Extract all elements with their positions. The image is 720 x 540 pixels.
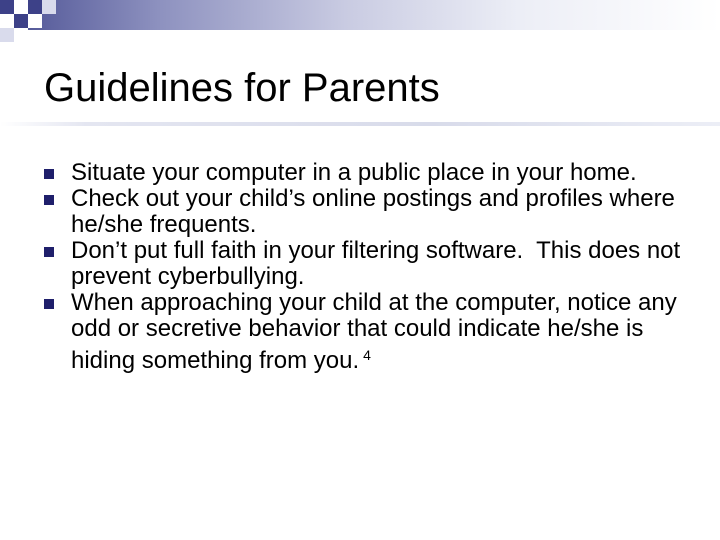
square-bullet-icon: [44, 195, 54, 205]
bullet-text: Check out your child’s online postings and profiles where he/she frequents.: [71, 185, 675, 238]
square-bullet-icon: [44, 299, 54, 309]
checker-decoration: [0, 0, 56, 44]
bullet-item: [44, 290, 684, 374]
square-bullet-icon: [44, 169, 54, 179]
footnote-number: 4: [363, 347, 371, 363]
square-bullet-icon: [44, 247, 54, 257]
bullet-item: [44, 186, 684, 238]
bullet-item: [44, 160, 684, 186]
bullet-text: Situate your computer in a public place in your home.: [71, 159, 637, 186]
slide-title: Guidelines for Parents: [44, 66, 440, 110]
bullet-list: [44, 159, 687, 374]
top-gradient-band: [0, 0, 720, 30]
bullet-text: When approaching your child at the computer, notice any odd or secretive behavior that could indicate he/she is hiding something from you.: [71, 289, 677, 374]
title-divider: [0, 122, 720, 126]
bullet-item: [44, 237, 687, 290]
bullet-text: Don’t put full faith in your filtering software. This does not prevent cyberbullying.: [71, 237, 687, 290]
